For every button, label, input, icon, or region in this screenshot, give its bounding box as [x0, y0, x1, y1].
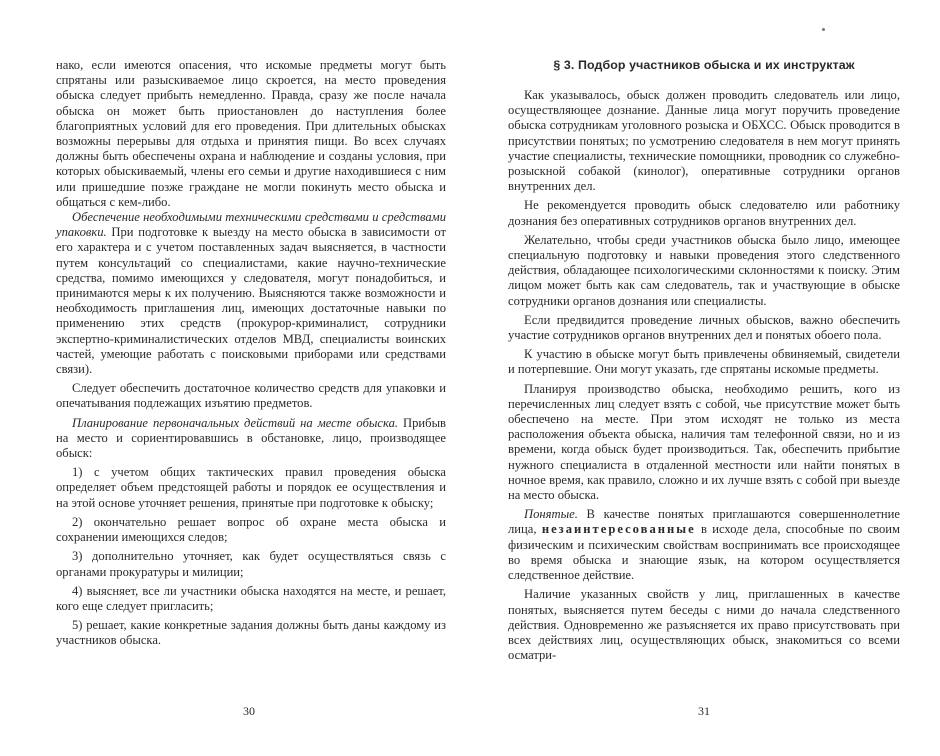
right-page-text: [508, 58, 900, 667]
paragraph: [508, 507, 900, 583]
paragraph: Как указывалось, обыск должен проводить следователь или лицо, осуществляющее дознание. Данные лица могут поручить проведение обыска сотрудникам уголовного розыска и ОБХСС. Обыск проводится в присутствии понятых; по усмотрению следователя в нем могут принять участие специалисты, технические помощники, проводник со служебно-розыскной собакой (кинолог), оперативные сотрудники органов внутренних дел.: [508, 88, 900, 194]
page-number: 30: [243, 704, 255, 718]
list-item: 5) решает, какие конкретные задания должны быть даны каждому из участников обыска.: [56, 618, 446, 648]
spaced-emphasis: незаинтересованные: [541, 522, 696, 537]
list-item: 1) с учетом общих тактических правил проведения обыска определяет объем предстоящей работы и порядок ее осуществления и на этой основе уточняет решения, принятые при подготовке к обыску;: [56, 465, 446, 510]
paragraph: [56, 210, 446, 377]
paragraph: Наличие указанных свойств у лиц, приглашенных в качестве понятых, выясняется путем беседы с ними до начала следственного действия. Одновременно же разъясняется их право присутствовать при всех действиях лиц, осуществляющих обыск, знакомиться со всеми осматри-: [508, 587, 900, 663]
paragraph: нако, если имеются опасения, что искомые предметы могут быть спрятаны или разыскиваемое лицо скроется, на место проведения обыска следует прибыть немедленно. Правда, сразу же после начала обыска он может быть приостановлен до наступления более благоприятных условий для его проведения. При длительных обысках возможны перерывы для отдыха и принятия пищи. Во всех случаях должны быть обеспечены охрана и наблюдение и созданы условия, при которых обыскиваемый, члены его семьи и другие находившиеся с ним или пришедшие позже граждане не могли покинуть место обыска и общаться с кем-либо.: [56, 58, 446, 209]
section-heading: § 3. Подбор участников обыска и их инструктаж: [553, 58, 855, 72]
list-item: 2) окончательно решает вопрос об охране места обыска и сохранении имеющихся следов;: [56, 514, 446, 545]
paragraph-text: Прибыв на место и сориентировавшись в обстановке, лицо, производящее обыск:: [56, 415, 446, 461]
print-speck: [822, 28, 825, 31]
list-item: 4) выясняет, все ли участники обыска находятся на месте, и решает, кого еще следует пригласить;: [56, 583, 446, 613]
list-item: 3) дополнительно уточняет, как будет осуществляться связь с органами прокуратуры и милиции;: [56, 549, 446, 579]
paragraph: Если предвидится проведение личных обысков, важно обеспечить участие сотрудников органов внутренних дел и понятых обоего пола.: [508, 312, 900, 343]
paragraph: Следует обеспечить достаточное количество средств для упаковки и опечатывания подлежащих изъятию предметов.: [56, 381, 446, 411]
paragraph-text: в исходе дела, способные по своим физическим и психическим свойствам воспринимать все происходящее во время обыска и знающие язык, на котором осуществляется следственное действие.: [508, 522, 900, 583]
paragraph: К участию в обыске могут быть привлечены обвиняемый, свидетели и потерпевшие. Они могут указать, где спрятаны искомые предметы.: [508, 347, 900, 377]
left-page-text: [56, 58, 446, 653]
italic-lead: Обеспечение необходимыми техническими средствами и средствами упаковки.: [56, 210, 446, 240]
paragraph: Желательно, чтобы среди участников обыска было лицо, имеющее специальную подготовку и навыки проведения этого следственного действия, обладающее психологическими склонностями к поиску. Этим лицом может быть как сам следователь, так и участвующие в обыске сотрудники органов дознания или специалисты.: [508, 232, 900, 308]
paragraph: Планируя производство обыска, необходимо решить, кого из перечисленных лиц следует взять с собой, чье присутствие может быть обеспечено на месте. При этом исходят не только из места расположения объекта обыска, наличия там телефонной связи, но и из времени, когда обыск будет производиться. Так, обеспечить прибытие нужного специалиста в отдаленной местности или найти понятых в ночное время, как правило, сложно и их лучше взять с собой при выезде на место обыска.: [508, 381, 900, 503]
italic-lead: Понятые.: [524, 507, 578, 522]
paragraph-text: При подготовке к выезду на место обыска в зависимости от его характера и с учетом поставленных задач выясняется, в частности путем консультаций со специалистами, какие научно-технические средства, помимо имеющихся у следователя, могут понадобиться, и принимаются меры к их получению. Выясняются также возможности и необходимость приглашения лиц, имеющих достаточные навыки по применению этих средств (прокурор-криминалист, сотрудники экспертно-криминалистических отделов МВД, специалисты воинских частей, умеющие работать с поисковыми приборами или средствами связи).: [56, 225, 446, 377]
page-number: 31: [698, 704, 710, 718]
italic-lead: Планирование первоначальных действий на месте обыска.: [72, 415, 399, 430]
paragraph: [56, 416, 446, 462]
paragraph-text: В качестве понятых приглашаются совершеннолетние лица,: [508, 507, 900, 537]
paragraph: Не рекомендуется проводить обыск следователю или работнику дознания без оперативных сотрудников органов внутренних дел.: [508, 198, 900, 228]
right-page: [470, 0, 940, 756]
